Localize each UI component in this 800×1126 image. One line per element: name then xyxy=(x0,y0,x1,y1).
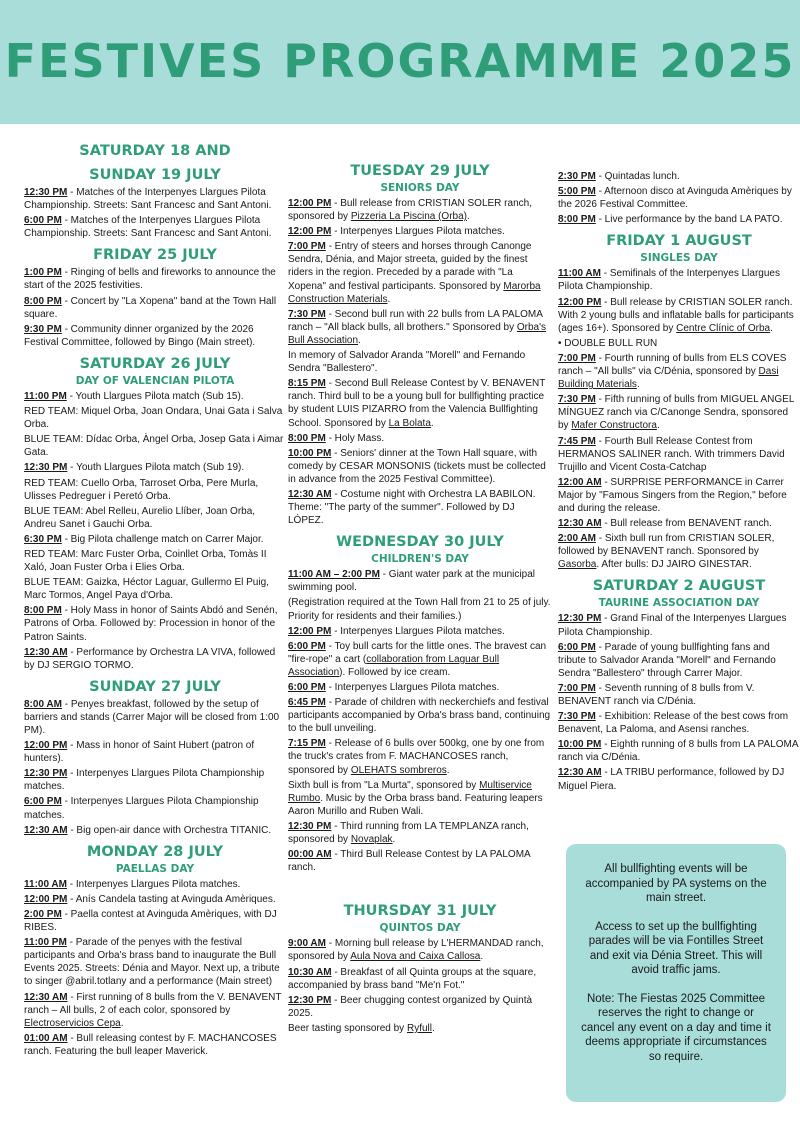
day-subtitle: QUINTOS DAY xyxy=(379,922,461,935)
event-text: - Interpenyes Llargues Pilota matches. xyxy=(331,625,505,637)
day-heading: WEDNESDAY 30 JULY xyxy=(336,534,504,551)
event-item xyxy=(288,197,552,223)
event-time: 7:30 PM xyxy=(558,394,596,406)
title-banner xyxy=(0,0,800,124)
event-text-after: . xyxy=(120,1017,124,1029)
event-item xyxy=(558,682,800,708)
event-time: 6:00 PM xyxy=(24,215,62,227)
event-text: - Entry of steers and horses through Canonge Sendra, Dénia, and Major streeta, guided by the finest riders in the region. Preceded by a parade with "La Xopena" and festival participants. Sponsored by xyxy=(288,241,532,292)
event-item xyxy=(24,767,286,793)
event-item xyxy=(558,710,800,736)
event-item xyxy=(288,377,552,429)
event-item xyxy=(24,405,286,431)
day-heading: FRIDAY 25 JULY xyxy=(93,247,217,264)
event-time: 12:00 PM xyxy=(288,625,332,637)
event-text: - Sixth bull run from CRISTIAN SOLER, followed by BENAVENT ranch. Sponsored by xyxy=(558,533,775,558)
event-time: 11:00 PM xyxy=(24,390,67,402)
event-item xyxy=(558,532,800,571)
event-item xyxy=(24,533,286,546)
event-text: - Anís Candela tasting at Avinguda Amèriques. xyxy=(67,893,276,905)
event-time: 7:00 PM xyxy=(288,241,326,253)
event-item xyxy=(24,266,286,292)
event-text: - Giant water park at the municipal swimming pool. xyxy=(288,569,535,594)
event-text-after: . xyxy=(430,417,434,429)
day-heading: SATURDAY 2 AUGUST xyxy=(592,578,766,595)
event-item xyxy=(288,225,552,238)
event-item xyxy=(558,738,800,764)
event-time: 8:00 PM xyxy=(558,214,596,226)
event-time: 2:00 PM xyxy=(24,908,62,920)
event-text: - Seventh running of 8 bulls from V. BENAVENT ranch via C/Dénia. xyxy=(558,682,755,707)
event-time: 6:00 PM xyxy=(288,682,326,693)
event-text: - Grand Final of the Interpenyes Llargues Pilota Championship. xyxy=(558,613,787,638)
event-item xyxy=(288,640,552,679)
event-text: - Parade of the penyes with the festival participants and Orba's brass band to inaugurate the Bull Events 2025. Streets: Dénia and Mayor. Next up, a tribute to singer @abril.totlany and a performance (Main street) xyxy=(24,937,280,988)
event-item xyxy=(24,908,286,934)
sponsor-link[interactable]: OLEHATS sombreros xyxy=(350,764,447,776)
column-3 xyxy=(558,170,800,795)
event-item xyxy=(288,488,552,527)
event-text: - Fourth Bull Release Contest from HERMANOS SALINER ranch. With trimmers David Trujillo and Vicent Costa-Catchap xyxy=(558,435,785,473)
event-text-after: . xyxy=(446,764,450,776)
event-time: 8:00 PM xyxy=(24,605,62,617)
event-item xyxy=(288,349,552,375)
event-time: 8:00 AM xyxy=(24,698,62,710)
event-item xyxy=(24,936,286,988)
event-time: 7:30 PM xyxy=(558,711,596,723)
event-item xyxy=(24,433,286,459)
event-item xyxy=(288,737,552,776)
note-paragraph: All bullfighting events will be accompanied by PA systems on the main street. xyxy=(585,863,767,904)
event-text: - Semifinals of the Interpenyes Llargues Pilota Championship. xyxy=(558,268,780,293)
event-text: - Quintadas lunch. xyxy=(595,171,680,182)
event-text: - SURPRISE PERFORMANCE in Carrer Major by "Famous Singers from the Region," before and during the release. xyxy=(558,476,787,514)
event-time: 6:45 PM xyxy=(288,697,326,709)
event-text: - Mass in honor of Saint Hubert (patron of hunters). xyxy=(24,740,255,765)
event-item xyxy=(288,681,552,694)
event-text: - Bull release from CRISTIAN SOLER ranch, sponsored by xyxy=(288,198,532,223)
event-text: - Youth Llargues Pilota match (Sub 15). xyxy=(66,390,244,402)
sponsor-link[interactable]: Orba's Bull Association xyxy=(288,321,547,346)
event-text: - Interpenyes Llargues Pilota matches. xyxy=(331,226,505,238)
sponsor-link[interactable]: Multiservice Rumbo xyxy=(288,779,532,804)
event-item xyxy=(288,820,552,846)
event-text: - Penyes breakfast, followed by the setup of barriers and stands (Carrer Major will be closed from 1:00 PM). xyxy=(24,698,280,736)
event-item xyxy=(24,186,286,212)
event-item xyxy=(24,1032,286,1058)
event-time: 12:00 PM xyxy=(288,226,332,238)
event-item xyxy=(288,447,552,486)
event-text-after: . xyxy=(480,951,484,963)
event-item xyxy=(558,185,800,211)
event-text-after: . xyxy=(358,334,361,346)
note-paragraph: Note: The Fiestas 2025 Committee reserves the right to change or cancel any event on a day and time it deems appropriate if circumstances so require. xyxy=(581,992,771,1063)
event-time: 12:30 AM xyxy=(558,518,602,530)
event-item xyxy=(24,824,286,837)
event-text-after: . xyxy=(636,379,640,391)
event-item xyxy=(24,461,286,474)
day-heading: TUESDAY 29 JULY xyxy=(350,163,490,179)
event-text: - Release of 6 bulls over 500kg, one by one from the truck's crates from F. MACHANCOSES ranch, sponsored by xyxy=(288,738,545,776)
event-text: - Performance by Orchestra LA VIVA, followed by DJ SERGIO TORMO. xyxy=(24,646,276,671)
event-item xyxy=(558,267,800,293)
event-item xyxy=(558,517,800,530)
event-item xyxy=(288,1022,552,1035)
event-item xyxy=(24,390,286,403)
sponsor-link[interactable]: Centre Clínic of Orba xyxy=(676,322,771,334)
event-text: - Bull release from BENAVENT ranch. xyxy=(601,518,772,530)
day-subtitle: SENIORS DAY xyxy=(380,182,460,194)
day-subtitle: TAURINE ASSOCIATION DAY xyxy=(598,597,760,610)
event-text: BLUE TEAM: Dídac Orba, Àngel Orba, Josep Gata i Aimar Gata. xyxy=(24,434,284,459)
event-time: 12:00 PM xyxy=(558,296,602,308)
event-time: 6:00 PM xyxy=(288,640,326,652)
event-time: 12:00 PM xyxy=(24,893,68,905)
event-text: - Parade of young bullfighting fans and tribute to Salvador Aranda "Morell" and Fernando Sendra "Ballestero" through Carrer Major. xyxy=(558,641,776,679)
event-text: - Exhibition: Release of the best cows from Benavent, La Paloma, and Asensi ranches. xyxy=(558,711,789,736)
event-item xyxy=(24,646,286,672)
column-2 xyxy=(288,156,552,1037)
event-time: 8:15 PM xyxy=(288,378,326,390)
event-item xyxy=(558,766,800,792)
event-item xyxy=(24,795,286,821)
event-time: 6:30 PM xyxy=(24,533,62,545)
event-text: - Holy Mass in honor of Saints Abdó and Senén, Patrons of Orba. Followed by: Procession in honor of the Patron Saints. xyxy=(24,605,278,643)
event-time: 12:30 PM xyxy=(288,820,332,832)
event-text-after: . xyxy=(466,211,470,223)
event-item xyxy=(288,937,552,963)
event-text: RED TEAM: Miquel Orba, Joan Ondara, Unai Gata i Salva Orba. xyxy=(24,406,283,431)
event-text: - Interpenyes Llargues Pilota Championship matches. xyxy=(24,768,265,793)
day-heading: MONDAY 28 JULY xyxy=(86,843,224,860)
note-paragraph: Access to set up the bullfighting parades will be via Fontilles Street and exit via Dénia Street. This will avoid traffic jams. xyxy=(588,920,764,976)
event-text: BLUE TEAM: Abel Relleu, Aurelio Llíber, Joan Orba, Andreu Sanet i Gauchi Orba. xyxy=(24,505,256,530)
event-time: 12:30 AM xyxy=(24,824,68,836)
event-text: - Live performance by the band LA PATO. xyxy=(595,214,783,226)
event-time: 12:30 PM xyxy=(24,768,68,780)
event-time: 12:30 AM xyxy=(24,991,68,1003)
event-time: 12:30 AM xyxy=(24,646,68,658)
event-time: 12:30 PM xyxy=(288,994,332,1006)
event-item xyxy=(288,596,552,622)
event-time: 5:00 PM xyxy=(558,186,596,198)
event-time: 12:00 PM xyxy=(288,198,332,209)
day-heading: SUNDAY 27 JULY xyxy=(89,678,221,695)
event-text-after: . Music by the Orba brass band. Featuring leapers Aaron Murillo and Ruben Wali. xyxy=(288,792,543,817)
event-item xyxy=(24,739,286,765)
event-item xyxy=(24,576,286,602)
event-text: RED TEAM: Marc Fuster Orba, Coinllet Orba, Tomàs II Xaló, Joan Fuster Orba i Elies Orba. xyxy=(24,548,267,574)
event-text: - Second bull run with 22 bulls from LA PALOMA ranch – "All black bulls, all brothers." Sponsored by xyxy=(288,308,543,333)
event-time: 11:00 AM – 2:00 PM xyxy=(288,569,380,581)
event-time: 7:45 PM xyxy=(558,435,596,447)
event-item xyxy=(24,323,286,349)
event-time: 10:30 AM xyxy=(288,966,332,978)
event-text: RED TEAM: Cuello Orba, Tarroset Orba, Pere Murla, Ulisses Pedreguer i Peretó Orba. xyxy=(24,477,259,502)
event-item xyxy=(24,214,286,240)
event-text: - Toy bull carts for the little ones. The bravest can "fire-rope" a cart ( xyxy=(288,640,547,665)
event-time: 6:00 PM xyxy=(558,641,596,653)
event-text-after: . xyxy=(392,834,396,846)
event-item xyxy=(558,213,800,226)
day-subtitle: CHILDREN'S DAY xyxy=(371,553,469,566)
event-item xyxy=(24,878,286,891)
event-time: 12:30 AM xyxy=(558,767,602,779)
event-text: - Holy Mass. xyxy=(325,432,385,444)
event-time: 7:00 PM xyxy=(558,352,596,364)
day-subtitle: SINGLES DAY xyxy=(640,252,718,265)
event-item xyxy=(558,641,800,680)
day-subtitle: DAY OF VALENCIAN PILOTA xyxy=(75,374,235,387)
event-time: 12:30 PM xyxy=(24,462,68,474)
event-text: - Fifth running of bulls from MIGUEL ANGEL MÍNGUEZ ranch via C/Canonge Sendra, sponsored by xyxy=(558,394,795,432)
event-time: 11:00 AM xyxy=(24,878,67,890)
event-item xyxy=(288,240,552,305)
day-heading: SATURDAY 26 JULY xyxy=(79,355,231,372)
event-text: - Big open-air dance with Orchestra TITANIC. xyxy=(67,824,272,836)
event-item xyxy=(288,625,552,638)
event-item xyxy=(558,352,800,391)
event-item xyxy=(24,698,286,737)
event-text: - Costume night with Orchestra LA BABILON. Theme: "The party of the summer". Followed by DJ LÓPEZ. xyxy=(288,488,536,527)
event-item xyxy=(558,393,800,432)
event-text: - Morning bull release by L'HERMANDAD ranch, sponsored by xyxy=(288,938,544,963)
sponsor-link[interactable]: Mafer Constructora xyxy=(571,420,657,432)
day-heading: SUNDAY 19 JULY xyxy=(89,167,221,183)
event-item xyxy=(288,432,552,445)
event-text: - Bull releasing contest by F. MACHANCOSES ranch. Featuring the bull leaper Maverick. xyxy=(24,1032,277,1057)
event-item xyxy=(288,848,552,874)
event-time: 10:00 PM xyxy=(288,447,332,459)
event-item xyxy=(558,296,800,335)
event-item xyxy=(288,966,552,992)
event-item xyxy=(24,505,286,531)
day-heading: FRIDAY 1 AUGUST xyxy=(606,233,752,250)
event-item xyxy=(558,476,800,515)
event-text: - Seniors' dinner at the Town Hall square, with comedy by CESAR MONSONIS (tickets must be collected in advance from the 2025 Festival Committee). xyxy=(288,447,546,485)
day-heading: THURSDAY 31 JULY xyxy=(343,903,497,920)
event-text: - First running of 8 bulls from the V. BENAVENT ranch – All bulls, 2 of each color, sponsored by xyxy=(24,991,282,1016)
event-text: - Interpenyes Llargues Pilota Championship matches. xyxy=(24,796,259,821)
event-text: - Ringing of bells and fireworks to announce the start of the 2025 festivities. xyxy=(24,267,276,292)
sponsor-link[interactable]: Novaplak xyxy=(350,834,393,846)
event-text: - Parade of children with neckerchiefs and festival participants accompanied by Orba's brass band, continuing to the bull unveiling. xyxy=(288,697,551,735)
event-time: 7:00 PM xyxy=(558,682,596,694)
sponsor-link[interactable]: La Bolata xyxy=(388,417,431,429)
event-item xyxy=(24,548,286,574)
event-item xyxy=(288,568,552,594)
event-text: - Beer chugging contest organized by Quintà 2025. xyxy=(288,994,533,1019)
event-time: 01:00 AM xyxy=(24,1032,68,1044)
event-text: - Big Pilota challenge match on Carrer Major. xyxy=(61,533,264,545)
event-item xyxy=(24,893,286,906)
page-title: FESTIVES PROGRAMME 2025 xyxy=(4,34,796,88)
event-text: - Community dinner organized by the 2026 Festival Committee, followed by Bingo (Main street). xyxy=(24,323,256,348)
info-note-box xyxy=(566,844,786,1102)
day-heading: SATURDAY 18 AND xyxy=(79,143,231,159)
sponsor-link[interactable]: Electroservicios Cepa xyxy=(24,1017,121,1029)
event-text-after: . xyxy=(770,322,773,334)
event-time: 00:00 AM xyxy=(288,849,332,861)
sponsor-link[interactable]: Marorba Construction Materials xyxy=(288,280,541,305)
event-time: 9:30 PM xyxy=(24,323,62,335)
sponsor-link[interactable]: Aula Nova and Caixa Callosa xyxy=(350,951,481,963)
event-text: - Matches of the Interpenyes Llargues Pilota Championship. Streets: Sant Francesc and Sant Antoni. xyxy=(24,215,272,240)
event-time: 2:30 PM xyxy=(558,171,596,182)
event-text-after: . xyxy=(431,1022,435,1034)
event-time: 12:00 AM xyxy=(558,476,602,488)
event-text: - Bull release by CRISTIAN SOLER ranch. With 2 young bulls and inflatable balls for participants (ages 16+). Sponsored by xyxy=(558,296,794,334)
event-text: - Breakfast of all Quinta groups at the square, accompanied by brass band "Me'n Fot." xyxy=(288,966,537,991)
event-text: In memory of Salvador Aranda "Morell" and Fernando Sendra "Ballestero". xyxy=(288,350,526,375)
event-item xyxy=(24,604,286,643)
event-text: - Afternoon disco at Avinguda Amèriques by the 2026 Festival Committee. xyxy=(558,186,792,211)
event-time: 8:00 PM xyxy=(24,295,62,307)
event-item xyxy=(24,477,286,503)
event-time: 7:15 PM xyxy=(288,738,326,750)
event-time: 9:00 AM xyxy=(288,938,326,950)
event-text: - Interpenyes Llargues Pilota matches. xyxy=(66,878,241,890)
column-1 xyxy=(24,136,286,1060)
event-time: 12:00 PM xyxy=(24,740,68,752)
event-text-after: . After bulls: DJ JAIRO GINESTAR. xyxy=(596,559,752,571)
event-item xyxy=(24,991,286,1030)
sponsor-link[interactable]: collaboration from Laguar Bull Association xyxy=(288,653,500,678)
event-text: - Youth Llargues Pilota match (Sub 19). xyxy=(67,462,245,474)
event-text: - Concert by "La Xopena" band at the Town Hall square. xyxy=(24,295,277,320)
event-time: 8:00 PM xyxy=(288,432,326,444)
event-text: - Interpenyes Llargues Pilota matches. xyxy=(325,682,500,693)
day-subtitle: PAELLAS DAY xyxy=(115,862,195,875)
event-text: - Second Bull Release Contest by V. BENAVENT ranch. Third bull to be a young bull for bullfighting practice by student LUIS PIZARRO from the Valencia Bullfighting School. Sponsored by xyxy=(288,378,546,429)
event-text-after: ). Followed by ice cream. xyxy=(339,666,451,678)
event-time: 11:00 AM xyxy=(558,268,601,280)
event-time: 10:00 PM xyxy=(558,739,602,751)
event-text: Sixth bull is from "La Murta", sponsored by xyxy=(288,779,480,791)
event-text: - Fourth running of bulls from ELS COVES ranch – "All bulls" via C/Dénia, sponsored by xyxy=(558,352,787,378)
event-text: (Registration required at the Town Hall from 21 to 25 of july. Priority for residents and their families.) xyxy=(288,597,551,622)
event-text: - Eighth running of 8 bulls from LA PALOMA ranch via C/Dénia. xyxy=(558,739,798,764)
event-item xyxy=(558,435,800,474)
event-bullet: • DOUBLE BULL RUN xyxy=(558,337,800,350)
sponsor-link[interactable]: Gasorba xyxy=(558,559,597,571)
event-item xyxy=(288,696,552,735)
event-time: 7:30 PM xyxy=(288,308,326,320)
event-item xyxy=(288,994,552,1020)
event-time: 2:00 AM xyxy=(558,533,596,545)
event-time: 12:30 PM xyxy=(558,613,602,625)
event-item xyxy=(288,308,552,347)
event-item xyxy=(558,612,800,638)
event-text: - Matches of the Interpenyes Llargues Pilota Championship. Streets: Sant Francesc and Sant Antoni. xyxy=(24,187,272,212)
event-item xyxy=(288,779,552,818)
sponsor-link[interactable]: Dasi Building Materials xyxy=(558,366,779,391)
event-text: - LA TRIBU performance, followed by DJ Miguel Piera. xyxy=(558,767,785,792)
event-text: - Third Bull Release Contest by LA PALOMA ranch. xyxy=(288,849,531,874)
event-time: 1:00 PM xyxy=(24,267,62,279)
event-text: - Third running from LA TEMPLANZA ranch, sponsored by xyxy=(288,820,529,846)
event-text: BLUE TEAM: Gaizka, Héctor Laguar, Gullermo El Puig, Marc Tormos, Angel Paya d'Orba. xyxy=(24,577,269,602)
event-time: 11:00 PM xyxy=(24,937,67,949)
event-item xyxy=(24,295,286,321)
event-text: Beer tasting sponsored by xyxy=(288,1022,407,1034)
event-time: 12:30 PM xyxy=(24,187,68,198)
sponsor-link[interactable]: Pizzeria La Piscina (Orba) xyxy=(350,211,467,223)
event-time: 6:00 PM xyxy=(24,796,62,808)
sponsor-link[interactable]: Ryfull xyxy=(406,1022,432,1034)
event-text: - Paella contest at Avinguda Amèriques, with DJ RIBES. xyxy=(24,908,277,934)
event-text-after: . xyxy=(387,293,391,305)
event-time: 12:30 AM xyxy=(288,488,332,500)
event-item xyxy=(558,170,800,183)
section-spacer xyxy=(288,876,552,896)
event-text-after: . xyxy=(656,420,660,432)
